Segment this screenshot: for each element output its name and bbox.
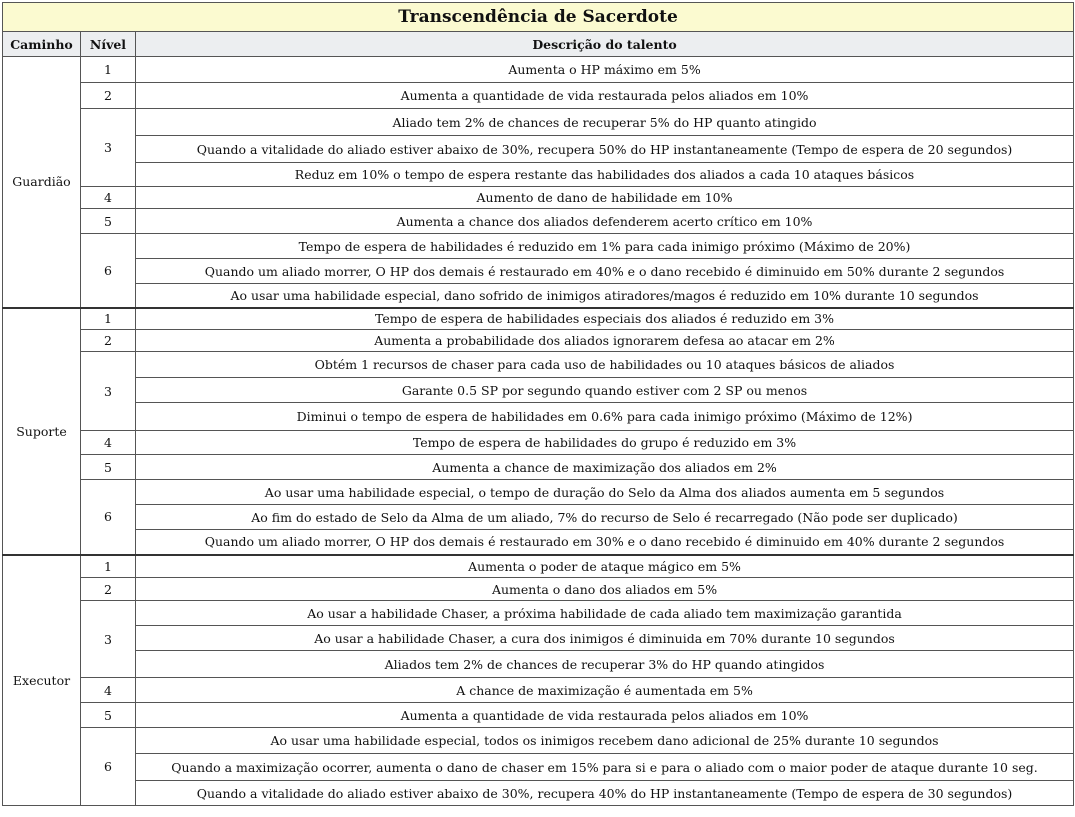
talent-description: Aumenta a quantidade de vida restaurada pelos aliados em 10% (136, 83, 1074, 109)
level-cell: 4 (81, 187, 136, 209)
table-row (3, 678, 1074, 703)
talent-description: Ao usar a habilidade Chaser, a cura dos inimigos é diminuida em 70% durante 10 segundos (136, 626, 1074, 651)
table-row (3, 259, 1074, 284)
path-cell: Guardião (3, 57, 81, 308)
talent-description: Aumenta a quantidade de vida restaurada pelos aliados em 10% (136, 703, 1074, 728)
talent-description: Aumenta a chance de maximização dos aliados em 2% (136, 455, 1074, 480)
table-body (3, 57, 1074, 806)
talent-description: Garante 0.5 SP por segundo quando estiver com 2 SP ou menos (136, 378, 1074, 403)
table-row (3, 209, 1074, 234)
header-path: Caminho (3, 32, 81, 57)
level-cell: 6 (81, 728, 136, 806)
table-row (3, 505, 1074, 530)
level-cell: 3 (81, 109, 136, 187)
table-row (3, 187, 1074, 209)
talent-description: Aumento de dano de habilidade em 10% (136, 187, 1074, 209)
talent-description: Ao usar a habilidade Chaser, a próxima habilidade de cada aliado tem maximização garantida (136, 601, 1074, 626)
talent-description: Quando a maximização ocorrer, aumenta o dano de chaser em 15% para si e para o aliado com o maior poder de ataque durante 10 seg. (136, 754, 1074, 781)
level-cell: 5 (81, 209, 136, 234)
talent-description: Aumenta a probabilidade dos aliados ignorarem defesa ao atacar em 2% (136, 330, 1074, 352)
table-row (3, 330, 1074, 352)
talent-description: Quando um aliado morrer, O HP dos demais é restaurado em 30% e o dano recebido é diminuido em 40% durante 2 segundos (136, 530, 1074, 555)
table-row (3, 83, 1074, 109)
talent-description: Ao fim do estado de Selo da Alma de um aliado, 7% do recurso de Selo é recarregado (Não pode ser duplicado) (136, 505, 1074, 530)
talent-description: Reduz em 10% o tempo de espera restante das habilidades dos aliados a cada 10 ataques básicos (136, 163, 1074, 187)
level-cell: 3 (81, 601, 136, 678)
talent-description: Aumenta o poder de ataque mágico em 5% (136, 555, 1074, 578)
table-row (3, 455, 1074, 480)
talent-description: Tempo de espera de habilidades do grupo é reduzido em 3% (136, 431, 1074, 455)
level-cell: 2 (81, 578, 136, 601)
talent-description: Aumenta a chance dos aliados defenderem acerto crítico em 10% (136, 209, 1074, 234)
talent-description: Aumenta o dano dos aliados em 5% (136, 578, 1074, 601)
talent-description: Ao usar uma habilidade especial, todos os inimigos recebem dano adicional de 25% durante 10 segundos (136, 728, 1074, 754)
talent-description: Quando a vitalidade do aliado estiver abaixo de 30%, recupera 40% do HP instantaneamente (Tempo de espera de 30 segundos) (136, 781, 1074, 806)
table-title: Transcendência de Sacerdote (3, 3, 1074, 32)
path-cell: Executor (3, 555, 81, 806)
path-cell: Suporte (3, 308, 81, 555)
level-cell: 1 (81, 308, 136, 330)
talent-description: Aumenta o HP máximo em 5% (136, 57, 1074, 83)
table-row (3, 284, 1074, 308)
table-row (3, 555, 1074, 578)
level-cell: 6 (81, 234, 136, 308)
talent-description: Tempo de espera de habilidades especiais dos aliados é reduzido em 3% (136, 308, 1074, 330)
table-row (3, 109, 1074, 136)
talent-description: Quando um aliado morrer, O HP dos demais é restaurado em 40% e o dano recebido é diminuido em 50% durante 2 segundos (136, 259, 1074, 284)
talent-description: Aliados tem 2% de chances de recuperar 3% do HP quando atingidos (136, 651, 1074, 678)
talent-description: Aliado tem 2% de chances de recuperar 5% do HP quanto atingido (136, 109, 1074, 136)
talent-description: Obtém 1 recursos de chaser para cada uso de habilidades ou 10 ataques básicos de aliados (136, 352, 1074, 378)
table-row (3, 626, 1074, 651)
level-cell: 5 (81, 455, 136, 480)
level-cell: 2 (81, 330, 136, 352)
talent-description: A chance de maximização é aumentada em 5% (136, 678, 1074, 703)
level-cell: 4 (81, 678, 136, 703)
level-cell: 2 (81, 83, 136, 109)
table-row (3, 308, 1074, 330)
talent-description: Ao usar uma habilidade especial, o tempo de duração do Selo da Alma dos aliados aumenta em 5 segundos (136, 480, 1074, 505)
table-row (3, 352, 1074, 378)
table-row (3, 601, 1074, 626)
table-row (3, 651, 1074, 678)
table-row (3, 234, 1074, 259)
table-row (3, 163, 1074, 187)
table-row (3, 136, 1074, 163)
table-row (3, 578, 1074, 601)
table-row (3, 431, 1074, 455)
level-cell: 3 (81, 352, 136, 431)
table-row (3, 703, 1074, 728)
talent-description: Ao usar uma habilidade especial, dano sofrido de inimigos atiradores/magos é reduzido em 10% durante 10 segundos (136, 284, 1074, 308)
talent-description: Tempo de espera de habilidades é reduzido em 1% para cada inimigo próximo (Máximo de 20%) (136, 234, 1074, 259)
table-row (3, 781, 1074, 806)
table-row (3, 57, 1074, 83)
talent-description: Diminui o tempo de espera de habilidades em 0.6% para cada inimigo próximo (Máximo de 12%) (136, 403, 1074, 431)
level-cell: 4 (81, 431, 136, 455)
table-row (3, 754, 1074, 781)
table-row (3, 403, 1074, 431)
header-level: Nível (81, 32, 136, 57)
table-row (3, 378, 1074, 403)
talent-table (2, 2, 1074, 806)
table-row (3, 728, 1074, 754)
table-row (3, 480, 1074, 505)
level-cell: 1 (81, 57, 136, 83)
level-cell: 6 (81, 480, 136, 555)
table-row (3, 530, 1074, 555)
level-cell: 1 (81, 555, 136, 578)
level-cell: 5 (81, 703, 136, 728)
talent-description: Quando a vitalidade do aliado estiver abaixo de 30%, recupera 50% do HP instantaneamente (Tempo de espera de 20 segundos) (136, 136, 1074, 163)
header-description: Descrição do talento (136, 32, 1074, 57)
